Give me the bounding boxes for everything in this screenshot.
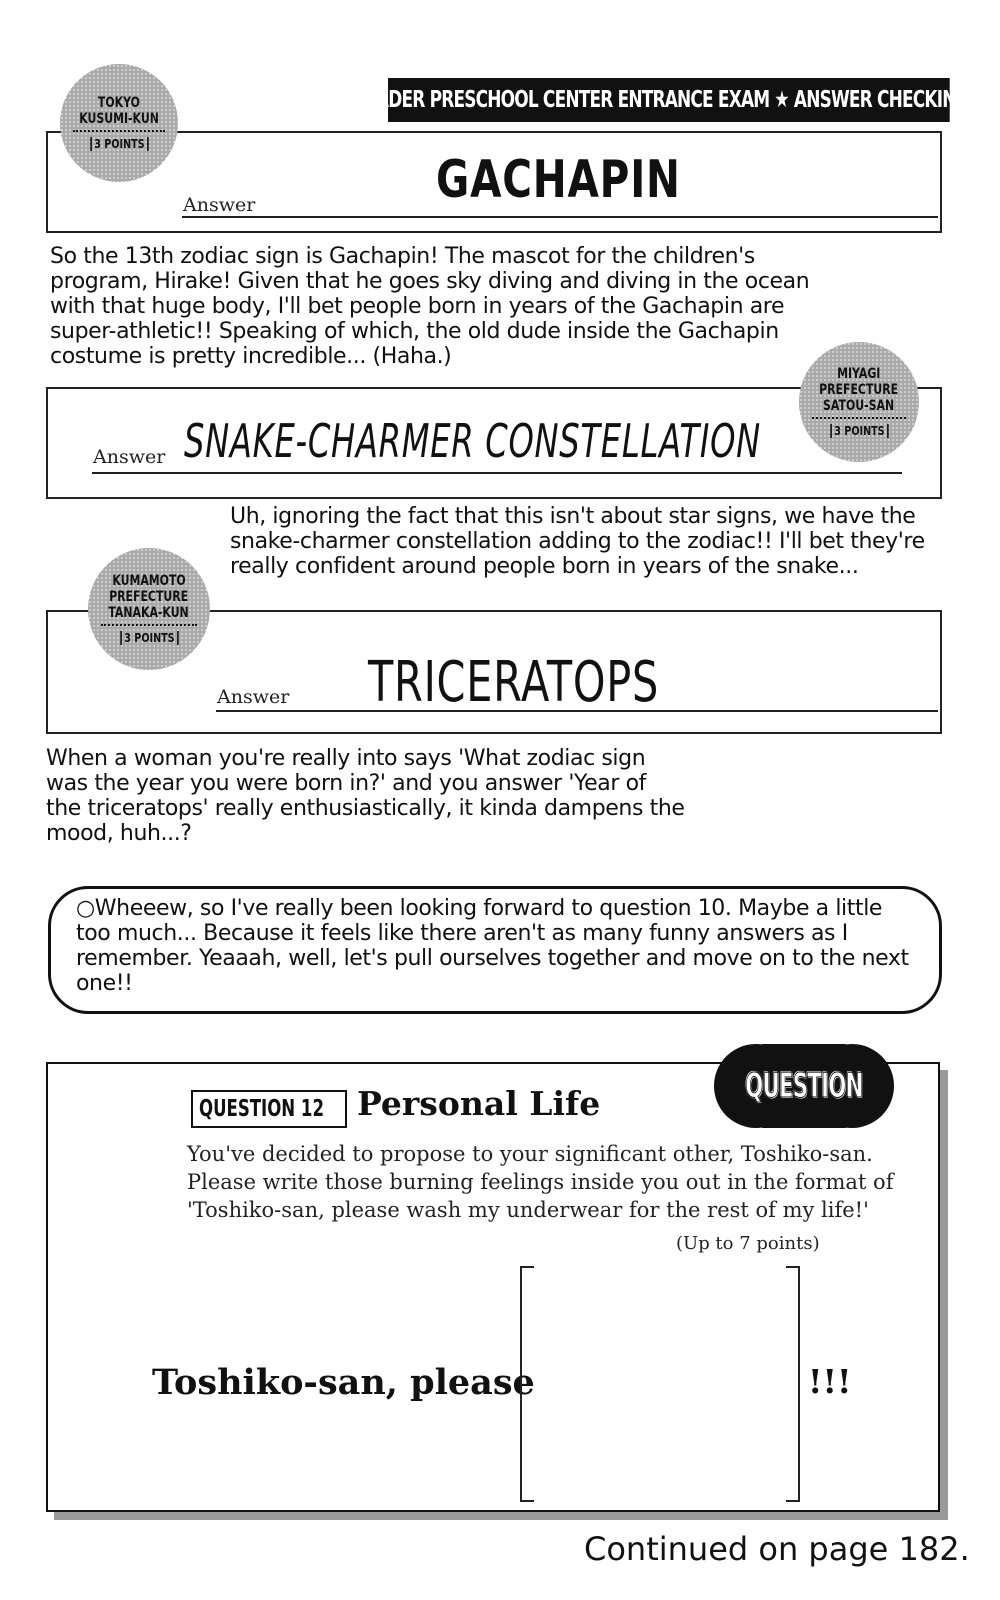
answer-prompt: Toshiko-san, please [152,1362,535,1403]
answer-bracket-right [786,1266,800,1502]
badge-divider [73,130,165,132]
answer-line-1 [182,216,938,218]
answer-label-3: Answer [217,686,290,708]
contestant-points-3: 3 POINTS [120,631,178,645]
answer-text-3: TRICERATOPS [368,650,660,715]
contestant-name-2a: MIYAGI [837,366,881,382]
question-badge-label: QUESTION [745,1066,863,1106]
answer-exclamations: !!! [808,1362,852,1401]
question-number: QUESTION 12 [199,1096,324,1122]
contestant-badge-3 [88,548,210,670]
answer-text-2: SNAKE-CHARMER CONSTELLATION [184,414,761,468]
contestant-name-3c: TANAKA-KUN [108,605,190,621]
question-badge [706,1044,902,1128]
answer-label-2: Answer [93,446,166,468]
contestant-name-1a: TOKYO [98,95,140,111]
contestant-name-1b: KUSUMI-KUN [79,111,159,127]
contestant-badge-2 [799,342,919,462]
answer-bracket-left [520,1266,534,1502]
contestant-points-1: 3 POINTS [90,137,148,151]
contestant-name-2c: SATOU-SAN [823,398,895,414]
contestant-name-3b: PREFECTURE [109,589,189,605]
question-title: Personal Life [357,1084,601,1123]
question-panel [46,1062,940,1512]
answer-text-1: GACHAPIN [436,150,681,210]
contestant-points-2: 3 POINTS [830,424,888,438]
answer-comment-1: So the 13th zodiac sign is Gachapin! The mascot for the children's program, Hirake! Given that he goes sky diving and diving in the ocean with that huge body, I'll bet people born in years of the Gachapin are super-athletic!! Speaking of which, the old dude inside the Gachapin costume is pretty incredible... (Haha.) [50,244,810,369]
answer-comment-2: Uh, ignoring the fact that this isn't about star signs, we have the snake-charmer constellation adding to the zodiac!! I'll bet they're really confident around people born in years of the snake... [230,504,925,579]
continued-note: Continued on page 182. [584,1530,970,1568]
question-number-tag [191,1090,347,1128]
question-points-note: (Up to 7 points) [676,1233,820,1254]
answer-comment-3: When a woman you're really into says 'What zodiac sign was the year you were born in?' and you answer 'Year of the triceratops' really enthusiastically, it kinda dampens the mood, huh...? [46,746,685,846]
exam-banner: LEADER PRESCHOOL CENTER ENTRANCE EXAM ★ ANSWER CHECKING!! [388,78,950,122]
answer-label-1: Answer [183,194,256,216]
question-body: You've decided to propose to your significant other, Toshiko-san. Please write those burning feelings inside you out in the format of 'Toshiko-san, please wash my underwear for the rest of my life!' [187,1142,894,1222]
badge-divider [812,417,906,419]
answer-line-2 [92,472,902,474]
badge-divider [101,624,196,626]
speech-text: ○Wheeew, so I've really been looking forward to question 10. Maybe a little too much... Because it feels like there aren't as many funny answers as I remember. Yeaaah, well, let's pull ourselves together and move on to the next one!! [76,896,909,996]
contestant-name-2b: PREFECTURE [819,382,899,398]
contestant-name-3a: KUMAMOTO [112,573,186,589]
contestant-badge-1 [60,64,178,182]
